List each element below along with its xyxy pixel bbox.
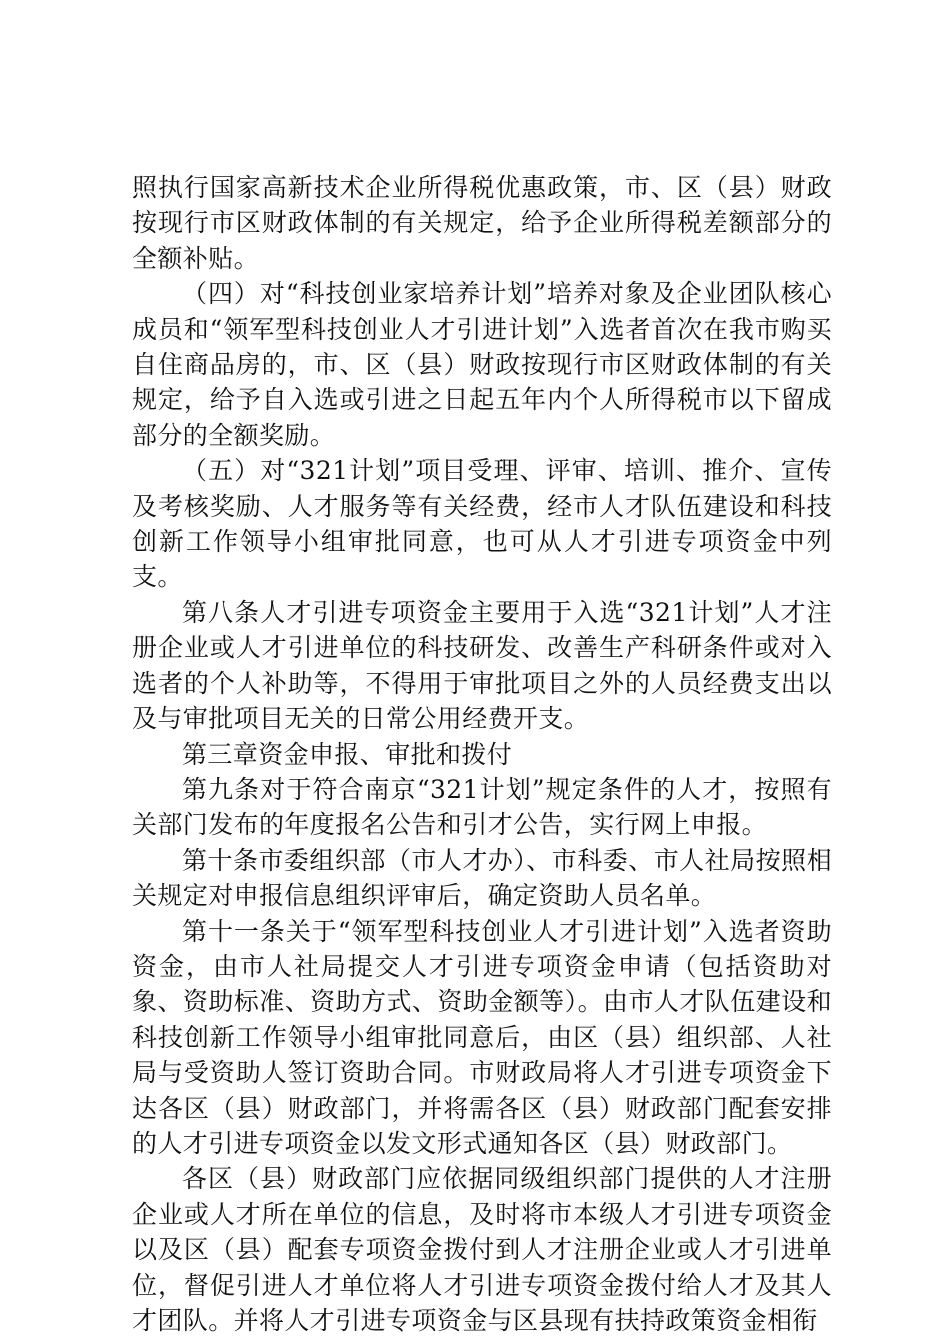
paragraph-continuation: 照执行国家高新技术企业所得税优惠政策，市、区（县）财政按现行市区财政体制的有关规定，给予企业所得税差额部分的全额补贴。: [132, 173, 832, 273]
paragraph-item-4: （四）对“科技创业家培养计划”培养对象及企业团队核心成员和“领军型科技创业人才引进计划”入选者首次在我市购买自住商品房的，市、区（县）财政按现行市区财政体制的有关规定，给予自入选或引进之日起五年内个人所得税市以下留成部分的全额奖励。: [132, 279, 832, 450]
paragraph-item-5: （五）对“321计划”项目受理、评审、培训、推介、宣传及考核奖励、人才服务等有关经费，经市人才队伍建设和科技创新工作领导小组审批同意，也可从人才引进专项资金中列支。: [132, 456, 832, 592]
paragraph-article-8: 第八条人才引进专项资金主要用于入选“321计划”人才注册企业或人才引进单位的科技研发、改善生产科研条件或对入选者的个人补助等，不得用于审批项目之外的人员经费支出以及与审批项目无关的日常公用经费开支。: [132, 597, 832, 734]
chapter-heading: 第三章资金申报、审批和拨付: [182, 739, 513, 769]
paragraph-article-10: 第十条市委组织部（市人才办）、市科委、市人社局按照相关规定对申报信息组织评审后，确定资助人员名单。: [132, 845, 832, 911]
document-body: [132, 170, 832, 1338]
paragraph-article-11: 第十一条关于“领军型科技创业人才引进计划”入选者资助资金，由市人社局提交人才引进专项资金申请（包括资助对象、资助标准、资助方式、资助金额等）。由市人才队伍建设和科技创新工作领导小组审批同意后，由区（县）组织部、人社局与受资助人签订资助合同。市财政局将人才引进专项资金下达各区（县）财政部门，并将需各区（县）财政部门配套安排的人才引进专项资金以发文形式通知各区（县）财政部门。: [132, 916, 832, 1158]
paragraph-district-finance: 各区（县）财政部门应依据同级组织部门提供的人才注册企业或人才所在单位的信息，及时将市本级人才引进专项资金以及区（县）配套专项资金拨付到人才注册企业或人才引进单位，督促引进人才单位将人才引进专项资金拨付给人才及其人才团队。并将人才引进专项资金与区县现有扶持政策资金相衔: [132, 1164, 832, 1335]
paragraph-article-9: 第九条对于符合南京“321计划”规定条件的人才，按照有关部门发布的年度报名公告和引才公告，实行网上申报。: [132, 774, 832, 840]
